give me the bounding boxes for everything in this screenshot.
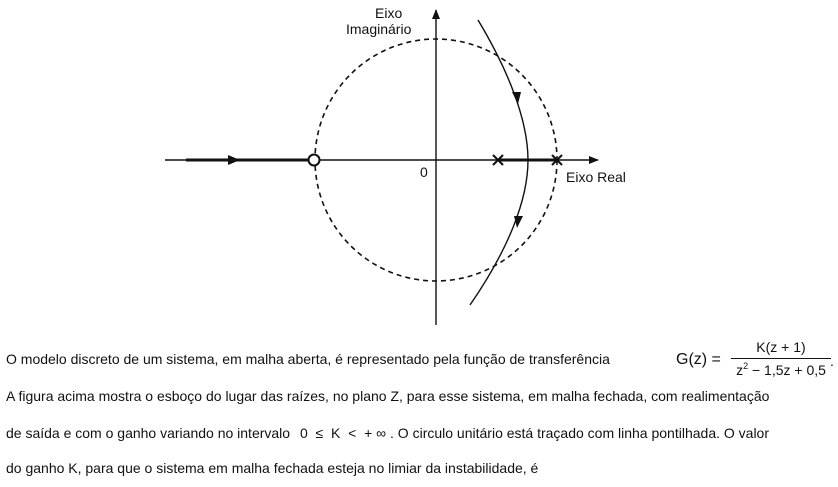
locus-left-arrow: [228, 155, 240, 165]
imag-axis-label-line1: Eixo: [375, 5, 403, 21]
origin-label: 0: [420, 164, 428, 180]
text-line-3: de saída e com o ganho variando no intervalo 0 ≤ K < + ∞ . O circulo unitário está traçado com linha pontilhada. O valor: [6, 425, 770, 441]
zero-marker: [309, 155, 320, 166]
locus-upper-branch: [478, 20, 528, 160]
formula-numerator: K(z + 1): [756, 339, 806, 355]
fraction-bar: [731, 358, 831, 359]
text-line-4: do ganho K, para que o sistema em malha fechada esteja no limiar da instabilidade, é: [6, 460, 539, 476]
text-line-1-end: .: [830, 353, 834, 369]
imag-axis-label-line2: Imaginário: [346, 21, 412, 37]
text-line-1-body: O modelo discreto de um sistema, em malha aberta, é representado pela função de transferência: [6, 351, 610, 367]
formula-fraction: [731, 339, 831, 378]
locus-upper-arrow: [512, 92, 521, 104]
locus-lower-branch: [470, 160, 528, 305]
gain-interval: 0 ≤ K < + ∞: [299, 425, 387, 441]
formula-denominator: $z^2 - 1,5z + 0,5$: [736, 361, 826, 378]
formula-lhs: G(z) =: [676, 351, 721, 368]
text-line-1: [6, 351, 610, 368]
transfer-function: [676, 339, 838, 381]
real-axis-label: Eixo Real: [566, 169, 626, 185]
text-line-2: A figura acima mostra o esboço do lugar das raízes, no plano Z, para esse sistema, em malha fechada, com realimentação: [6, 388, 770, 404]
